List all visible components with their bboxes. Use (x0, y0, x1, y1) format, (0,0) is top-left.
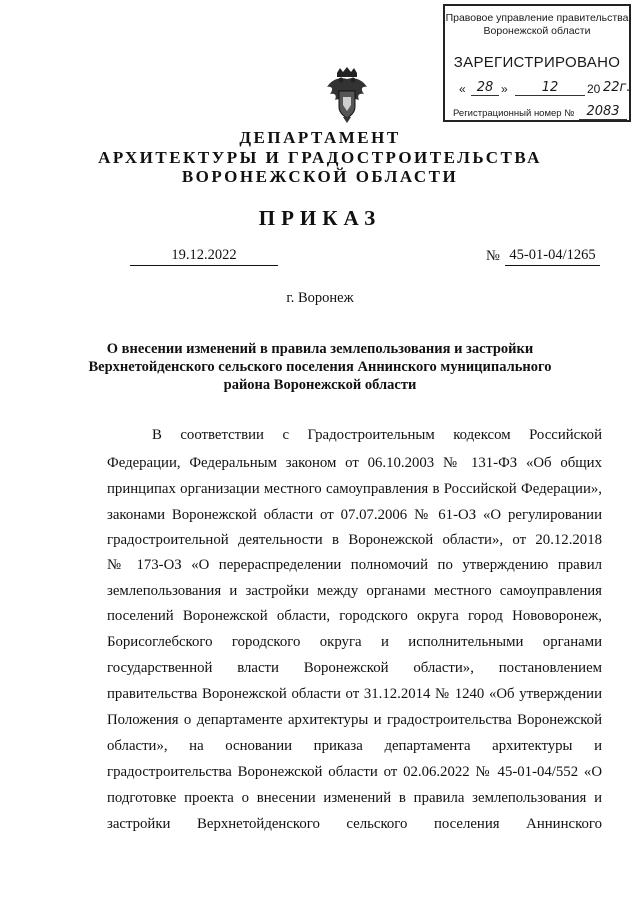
coat-of-arms-icon (326, 67, 368, 123)
body-line: Положения о департаменте архитектуры и градостроительства Воронежской (107, 712, 602, 728)
body-line: принципах организации местного самоуправления в Российской Федерации», (107, 481, 602, 497)
dept-title-line1: ДЕПАРТАМЕНТ (239, 128, 401, 147)
stamp-authority-line2: Воронежской области (483, 25, 591, 37)
body-line: поселений Воронежской области, городского округа город Нововоронеж, (107, 608, 602, 624)
stamp-reg-number: 2083 (579, 104, 627, 120)
city: г. Воронеж (286, 290, 354, 306)
stamp-day: 28 (471, 80, 499, 96)
order-date: 19.12.2022 (130, 247, 278, 266)
body-line: градостроительной деятельности в Воронежской области», от 20.12.2018 (107, 532, 602, 548)
body-line: Борисоглебского городского округа и исполнительными органами (107, 634, 602, 650)
body-line: государственной власти Воронежской области», постановлением (107, 660, 602, 676)
body-line: № 173-ОЗ «О перераспределении полномочий по утверждению правил (107, 557, 602, 573)
body-line: правительства Воронежской области от 31.12.2014 № 1240 «Об утверждении (107, 686, 602, 702)
stamp-date-open-quote: « (459, 82, 466, 96)
stamp-date (459, 80, 631, 100)
stamp-authority-line1: Правовое управление правительства (445, 12, 629, 24)
document-type: ПРИКАЗ (258, 206, 382, 230)
body-line: законами Воронежской области от 07.07.2006 № 61-ОЗ «О регулировании (107, 507, 602, 523)
subject-line2: Верхнетойденского сельского поселения Аннинского муниципального (88, 359, 552, 375)
body-line: подготовке проекта о внесении изменений в правила землепользования и (107, 790, 602, 806)
subject-line1: О внесении изменений в правила землепользования и застройки (106, 341, 534, 357)
stamp-year-prefix: 20 (587, 82, 601, 96)
stamp-date-close-quote: » (501, 82, 508, 96)
stamp-registration (453, 106, 628, 122)
registration-stamp (443, 4, 631, 122)
stamp-status: ЗАРЕГИСТРИРОВАНО (453, 54, 621, 71)
dept-title-line3: ВОРОНЕЖСКОЙ ОБЛАСТИ (181, 167, 459, 186)
body-line: землепользования и застройки между органами местного самоуправления (107, 583, 602, 599)
stamp-year-suffix: 22г. (603, 80, 631, 95)
dept-title-line2: АРХИТЕКТУРЫ И ГРАДОСТРОИТЕЛЬСТВА (98, 148, 542, 167)
body-line: В соответствии с Градостроительным кодексом Российской (152, 427, 602, 443)
body-line: Федерации, Федеральным законом от 06.10.2003 № 131-ФЗ «Об общих (107, 455, 602, 471)
body-line: градостроительства Воронежской области от 02.06.2022 № 45-01-04/552 «О (107, 764, 602, 780)
subject-line3: района Воронежской области (223, 377, 417, 393)
stamp-month: 12 (515, 80, 585, 96)
body-line: области», на основании приказа департамента архитектуры и (107, 738, 602, 754)
order-number: 45-01-04/1265 (505, 247, 600, 266)
order-number-label: № (486, 248, 500, 264)
body-line: застройки Верхнетойденского сельского поселения Аннинского (107, 816, 602, 832)
stamp-reg-label: Регистрационный номер № (453, 108, 575, 119)
